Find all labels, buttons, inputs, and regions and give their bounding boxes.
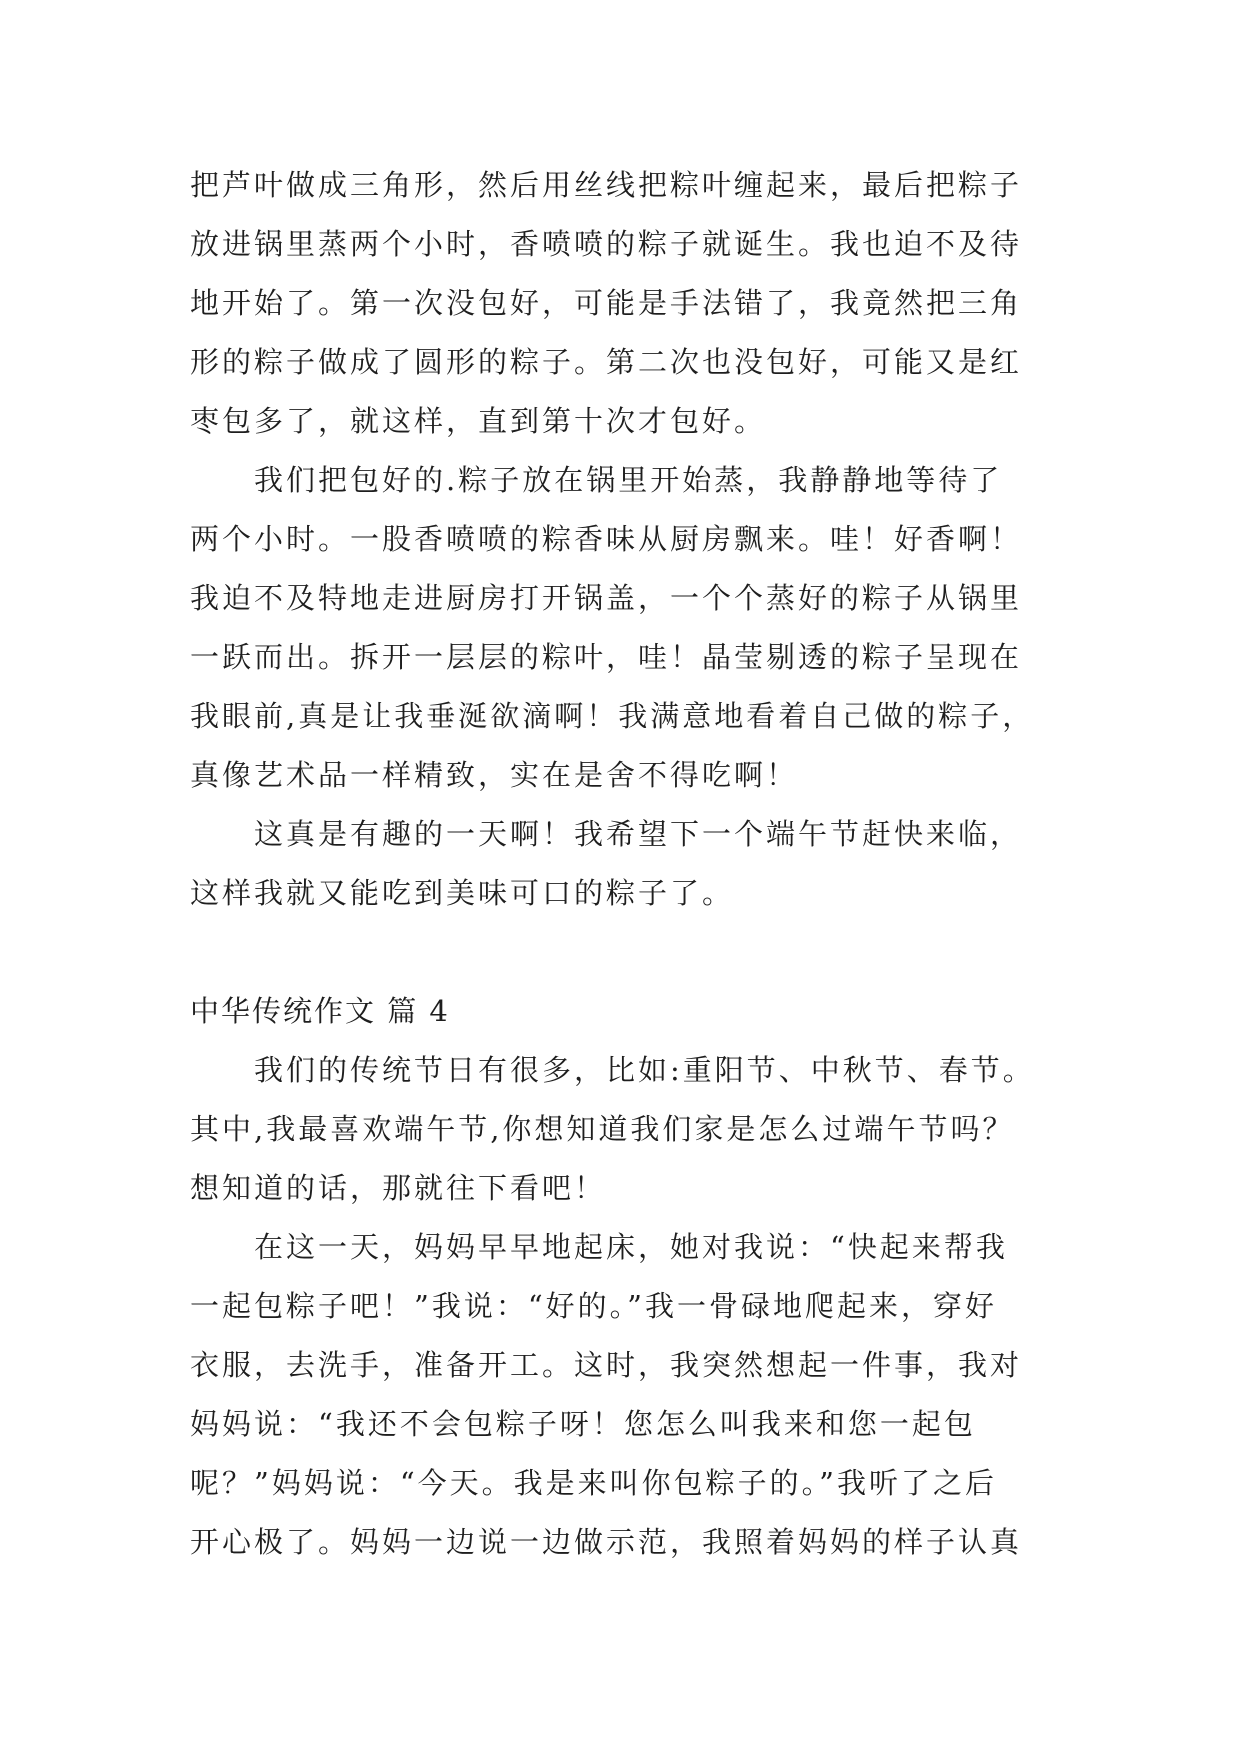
document-body [190,156,1070,1572]
text-line: 开心极了。妈妈一边说一边做示范，我照着妈妈的样子认真 [190,1525,1023,1559]
text-line: 这真是有趣的一天啊！我希望下一个端午节赶快来临， [254,817,1023,851]
section-gap [190,923,1070,982]
text-line: 放进锅里蒸两个小时，香喷喷的粽子就诞生。我也迫不及待 [190,227,1023,261]
text-line: 这样我就又能吃到美味可口的粽子了。 [190,876,735,910]
text-line: 两个小时。一股香喷喷的粽香味从厨房飘来。哇！好香啊！ [190,522,1023,556]
paragraph-4 [190,1041,1070,1218]
text-line: 其中,我最喜欢端午节,你想知道我们家是怎么过端午节吗？ [190,1112,1015,1146]
text-line: 呢？”妈妈说：“今天。我是来叫你包粽子的。”我听了之后 [190,1466,997,1500]
section-heading: 中华传统作文 篇 4 [190,994,450,1028]
text-line: 衣服，去洗手，准备开工。这时，我突然想起一件事，我对 [190,1348,1023,1382]
text-line: 妈妈说：“我还不会包粽子呀！您怎么叫我来和您一起包 [190,1407,976,1441]
paragraph-3 [190,805,1070,923]
text-line: 在这一天，妈妈早早地起床，她对我说：“快起来帮我 [254,1230,1008,1264]
text-line: 真像艺术品一样精致，实在是舍不得吃啊！ [190,758,799,792]
text-line: 形的粽子做成了圆形的粽子。第二次也没包好，可能又是红 [190,345,1023,379]
text-line: 我们的传统节日有很多，比如:重阳节、中秋节、春节。 [254,1053,1035,1087]
text-line: 把芦叶做成三角形，然后用丝线把粽叶缠起来，最后把粽子 [190,168,1023,202]
paragraph-1 [190,156,1070,451]
text-line: 我们把包好的.粽子放在锅里开始蒸，我静静地等待了 [254,463,1003,497]
text-line: 枣包多了，就这样，直到第十次才包好。 [190,404,767,438]
text-line: 我眼前,真是让我垂涎欲滴啊！我满意地看着自己做的粽子， [190,699,1035,733]
text-line: 一跃而出。拆开一层层的粽叶，哇！晶莹剔透的粽子呈现在 [190,640,1023,674]
text-line: 地开始了。第一次没包好，可能是手法错了，我竟然把三角 [190,286,1023,320]
paragraph-2 [190,451,1070,805]
text-line: 想知道的话，那就往下看吧！ [190,1171,607,1205]
text-line: 我迫不及特地走进厨房打开锅盖，一个个蒸好的粽子从锅里 [190,581,1023,615]
paragraph-5 [190,1218,1070,1572]
text-line: 一起包粽子吧！”我说：“好的。”我一骨碌地爬起来，穿好 [190,1289,997,1323]
